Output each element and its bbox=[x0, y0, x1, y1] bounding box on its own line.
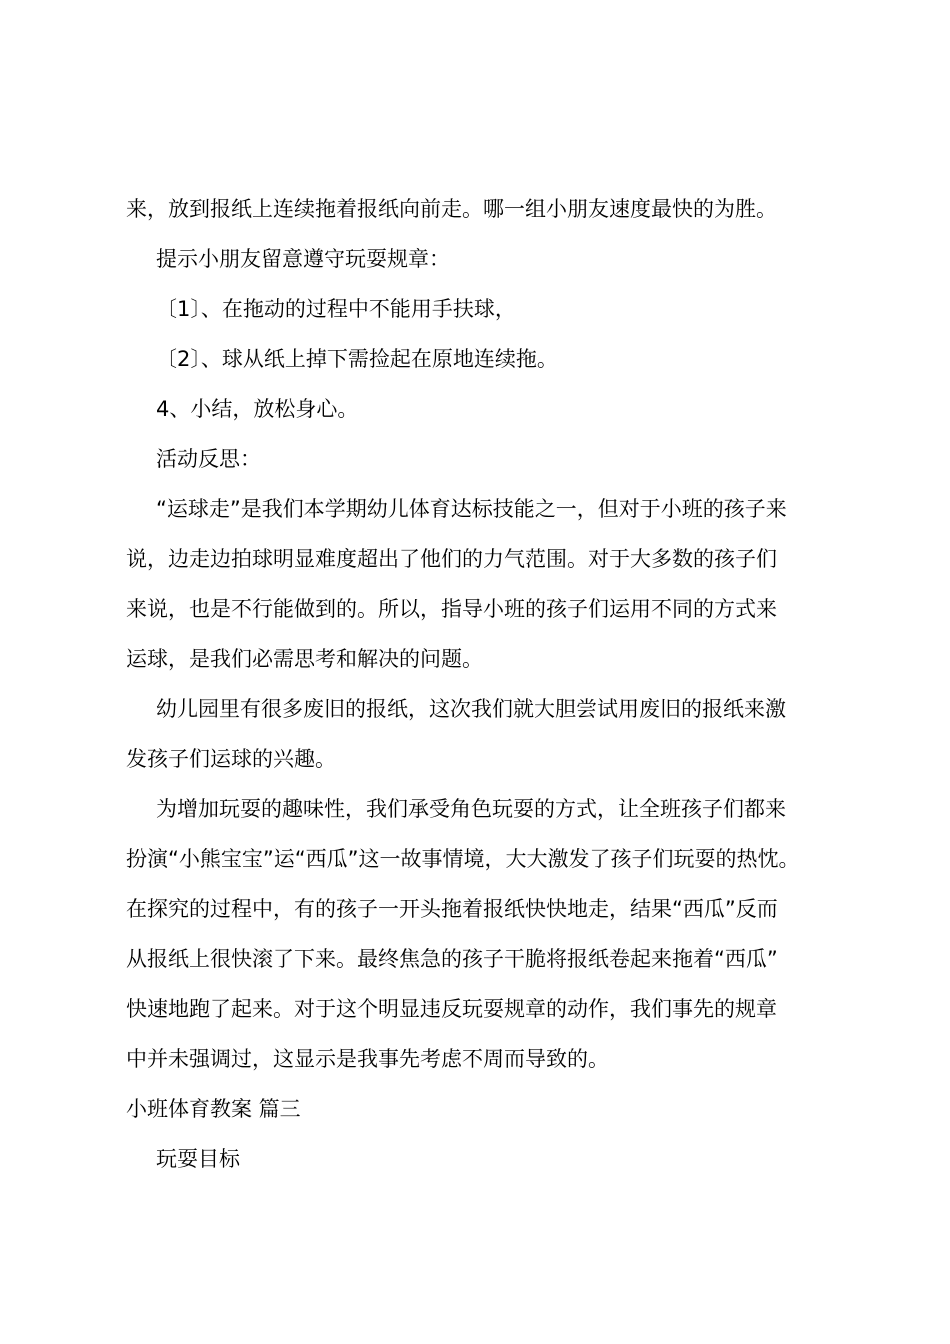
paragraph-line: 从报纸上很快滚了下来。最终焦急的孩子干脆将报纸卷起来拖着“西瓜” bbox=[126, 947, 778, 971]
paragraph-line: 运球，是我们必需思考和解决的问题。 bbox=[126, 647, 483, 671]
subsection-label-goals: 玩耍目标 bbox=[156, 1147, 240, 1171]
step-summary: 4、小结，放松身心。 bbox=[156, 397, 359, 421]
paragraph-line: “运球走”是我们本学期幼儿体育达标技能之一，但对于小班的孩子来 bbox=[156, 497, 787, 521]
section-label-reflection: 活动反思： bbox=[156, 447, 261, 471]
paragraph-line: 快速地跑了起来。对于这个明显违反玩耍规章的动作，我们事先的规章 bbox=[126, 997, 777, 1021]
paragraph-line: 来说，也是不行能做到的。所以，指导小班的孩子们运用不同的方式来 bbox=[126, 597, 777, 621]
paragraph-line: 扮演“小熊宝宝”运“西瓜”这一故事情境，大大激发了孩子们玩耍的热忱。 bbox=[126, 847, 800, 871]
paragraph-line: 发孩子们运球的兴趣。 bbox=[126, 747, 336, 771]
section-heading: 小班体育教案 篇三 bbox=[126, 1097, 301, 1121]
paragraph-line: 来，放到报纸上连续拖着报纸向前走。哪一组小朋友速度最快的为胜。 bbox=[126, 197, 777, 221]
paragraph-line: 说，边走边拍球明显难度超出了他们的力气范围。对于大多数的孩子们 bbox=[126, 547, 777, 571]
document-body bbox=[126, 184, 834, 1184]
paragraph-line: 提示小朋友留意遵守玩耍规章： bbox=[156, 247, 450, 271]
paragraph-line: 中并未强调过，这显示是我事先考虑不周而导致的。 bbox=[126, 1047, 609, 1071]
paragraph-line: 在探究的过程中，有的孩子一开头拖着报纸快快地走，结果“西瓜”反而 bbox=[126, 897, 778, 921]
rule-item-1: 〔1〕、在拖动的过程中不能用手扶球， bbox=[156, 297, 516, 321]
paragraph-line: 幼儿园里有很多废旧的报纸，这次我们就大胆尝试用废旧的报纸来激 bbox=[156, 697, 786, 721]
paragraph-line: 为增加玩耍的趣味性，我们承受角色玩耍的方式，让全班孩子们都来 bbox=[156, 797, 786, 821]
rule-item-2: 〔2〕、球从纸上掉下需捡起在原地连续拖。 bbox=[156, 347, 558, 371]
